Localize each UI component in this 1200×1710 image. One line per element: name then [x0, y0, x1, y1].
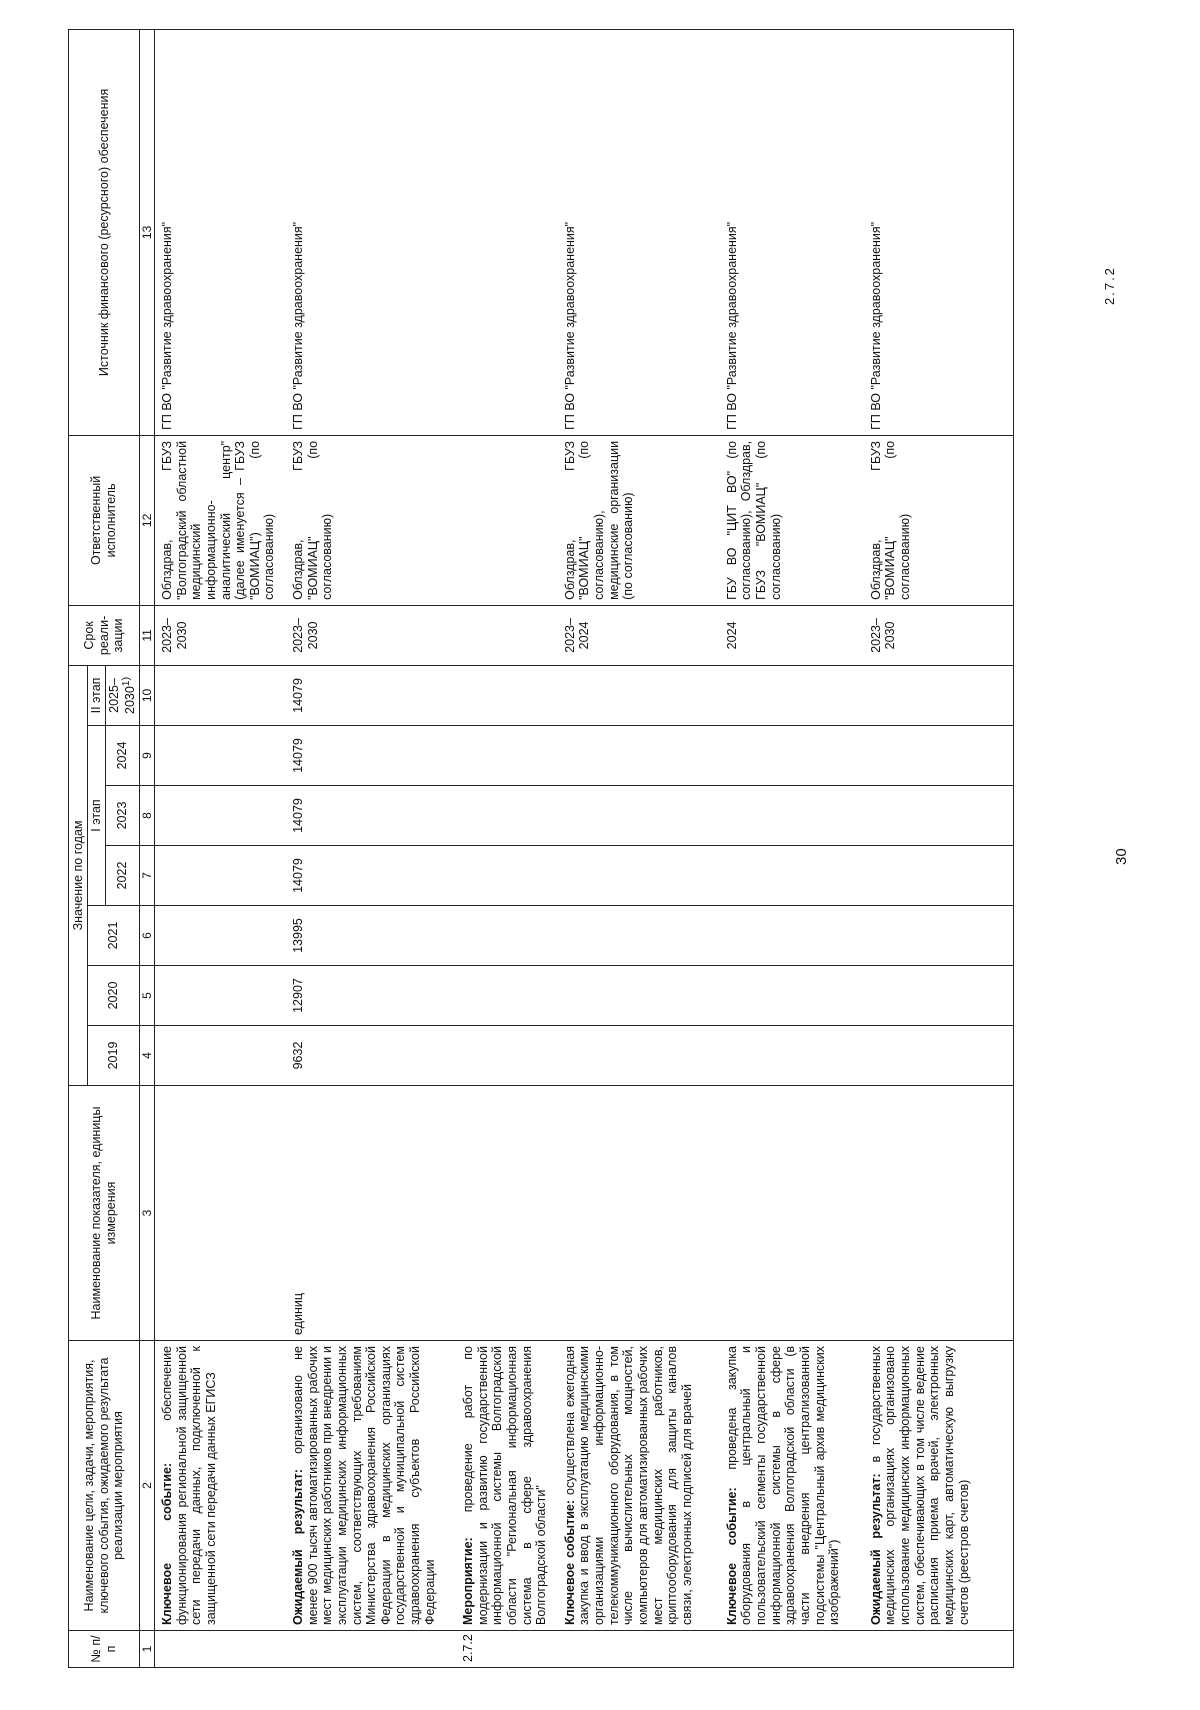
- header-2025-2030: [105, 665, 139, 725]
- header-values-by-year: Значение по годам: [69, 665, 88, 1085]
- header-source: Источник финансового (ресурсного) обеспечения: [69, 29, 140, 435]
- column-number: 5: [140, 966, 155, 1026]
- cell-value-2022: [558, 846, 720, 906]
- cell-value-2023: [720, 786, 864, 846]
- column-number: 1: [140, 1631, 155, 1668]
- header-stage-2: II этап: [88, 665, 106, 725]
- column-number: 8: [140, 786, 155, 846]
- cell-source: ГП ВО "Развитие здравоохранения": [864, 29, 1014, 435]
- row-label: Мероприятие:: [461, 1537, 476, 1625]
- cell-value-2019: [720, 1026, 864, 1086]
- cell-name: [286, 1341, 456, 1631]
- header-2020: 2020: [88, 966, 140, 1026]
- cell-value-2022: 14079: [286, 846, 456, 906]
- header-name: Наименование цели, задачи, мероприятия, ключевого события, ожидаемого результата реализации мероприятия: [69, 1341, 140, 1631]
- cell-unit: [155, 1086, 287, 1341]
- column-number: 13: [140, 29, 155, 435]
- cell-value-2024: [155, 726, 287, 786]
- row-label: Ключевое событие:: [160, 1462, 175, 1625]
- footnote-mark: 1): [121, 676, 133, 687]
- header-indicator: Наименование показателя, единицы измерения: [69, 1086, 140, 1341]
- cell-responsible: ГБУ ВО "ЦИТ ВО" (по согласованию), Облздрав, ГБУЗ "ВОМИАЦ" (по согласованию): [720, 435, 864, 605]
- column-number-row: [140, 29, 155, 1667]
- table-row: [155, 29, 287, 1667]
- cell-value-2022: [864, 846, 1014, 906]
- cell-value-2019: [155, 1026, 287, 1086]
- cell-value-2023: [864, 786, 1014, 846]
- row-label: Ключевое событие:: [562, 1500, 577, 1625]
- header-2023: 2023: [105, 786, 139, 846]
- cell-name: [720, 1341, 864, 1631]
- cell-value-2021: [456, 906, 558, 966]
- cell-value-2022: [720, 846, 864, 906]
- row-text: проведена закупка оборудования в центральный и пользовательский сегменты государственной информационной системы в сфере здравоохранения Волгоградской области (в части внедрения централизованной подсистемы "Центральный архив медицинских изображений"): [724, 1346, 842, 1625]
- cell-value-2021: 13995: [286, 906, 456, 966]
- cell-value-2019: [456, 1026, 558, 1086]
- header-2022: 2022: [105, 846, 139, 906]
- cell-source: ГП ВО "Развитие здравоохранения": [720, 29, 864, 435]
- cell-responsible: Облздрав, ГБУЗ "Волгоградский областной медицинский информационно-аналитический центр" (далее именуется – ГБУЗ "ВОМИАЦ") (по согласованию): [155, 435, 287, 605]
- header-2019: 2019: [88, 1026, 140, 1086]
- table-row: [286, 29, 456, 1667]
- cell-no: [155, 1631, 287, 1668]
- row-label: Ожидаемый результат:: [291, 1469, 306, 1625]
- cell-value-2024: [864, 726, 1014, 786]
- cell-term: 2023–2030: [155, 605, 287, 665]
- row-text: обеспечение функционирования региональной защищенной сети передачи данных, подключенной к защищенной сети передачи данных ЕГИСЗ: [160, 1346, 218, 1625]
- cell-unit: [720, 1086, 864, 1341]
- cell-responsible: Облздрав, ГБУЗ "ВОМИАЦ" (по согласованию), медицинские организации (по согласованию): [558, 435, 720, 605]
- cell-value-2021: [558, 906, 720, 966]
- cell-value-2022: [155, 846, 287, 906]
- cell-name: [558, 1341, 720, 1631]
- cell-value-2019: 9632: [286, 1026, 456, 1086]
- cell-value-2020: [456, 966, 558, 1026]
- cell-no: [720, 1631, 864, 1668]
- table-row: [864, 29, 1014, 1667]
- column-number: 12: [140, 435, 155, 605]
- cell-value-2020: [155, 966, 287, 1026]
- header-stage-1: I этап: [88, 726, 106, 906]
- cell-value-2023: [155, 786, 287, 846]
- column-number: 9: [140, 726, 155, 786]
- row-text: проведение работ по модернизации и развитию государственной информационной системы Волгоградской области "Региональная информационная система в сфере здравоохранения Волгоградской области": [461, 1346, 549, 1625]
- cell-value-2025: [558, 665, 720, 725]
- header-responsible: Ответственный исполнитель: [69, 435, 140, 605]
- row-text: осуществлена ежегодная закупка и ввод в эксплуатацию медицинскими организациями информационно-телекоммуникационного оборудования, в том числе вычислительных мощностей, компьютеров для автоматизированных рабочих мест медицинских работников, криптооборудования для защиты каналов связи, электронных подписей для врачей: [562, 1346, 694, 1625]
- cell-value-2020: [720, 966, 864, 1026]
- cell-value-2025: [864, 665, 1014, 725]
- cell-value-2019: [864, 1026, 1014, 1086]
- cell-value-2025: [456, 665, 558, 725]
- cell-value-2022: [456, 846, 558, 906]
- margin-item-number: 2.7.2: [1102, 266, 1117, 305]
- cell-no: 2.7.2: [456, 1631, 558, 1668]
- cell-no: [286, 1631, 456, 1668]
- column-number: 10: [140, 665, 155, 725]
- cell-value-2024: [720, 726, 864, 786]
- cell-value-2021: [720, 906, 864, 966]
- cell-value-2025: [155, 665, 287, 725]
- header-term: Срок реали-зации: [69, 605, 140, 665]
- cell-value-2023: [558, 786, 720, 846]
- header-no: № п/п: [69, 1631, 140, 1668]
- cell-value-2025: [720, 665, 864, 725]
- cell-responsible: [456, 435, 558, 605]
- row-label: Ключевое событие:: [724, 1487, 739, 1625]
- cell-source: ГП ВО "Развитие здравоохранения": [286, 29, 456, 435]
- cell-responsible: Облздрав, ГБУЗ "ВОМИАЦ" (по согласованию): [286, 435, 456, 605]
- table-row: [720, 29, 864, 1667]
- cell-unit: [864, 1086, 1014, 1341]
- cell-value-2021: [864, 906, 1014, 966]
- cell-name: [456, 1341, 558, 1631]
- header-2025-2030-label: 2025–2030: [106, 678, 138, 714]
- cell-no: [864, 1631, 1014, 1668]
- cell-responsible: Облздрав, ГБУЗ "ВОМИАЦ" (по согласованию): [864, 435, 1014, 605]
- row-text: в государственных медицинских организациях организовано использование медицинских информационных систем, обеспечивающих в том числе ведение расписания приема врачей, электронных медицинских карт, автоматическую выгрузку счетов (реестров счетов): [868, 1346, 971, 1625]
- cell-name: [155, 1341, 287, 1631]
- cell-value-2023: 14079: [286, 786, 456, 846]
- cell-value-2024: [456, 726, 558, 786]
- cell-value-2020: [864, 966, 1014, 1026]
- cell-unit: [558, 1086, 720, 1341]
- column-number: 4: [140, 1026, 155, 1086]
- table-row: [456, 29, 558, 1667]
- column-number: 11: [140, 605, 155, 665]
- cell-term: 2023–2030: [864, 605, 1014, 665]
- cell-term: 2023–2030: [286, 605, 456, 665]
- table-body: [155, 29, 1014, 1667]
- cell-value-2020: 12907: [286, 966, 456, 1026]
- cell-source: [456, 29, 558, 435]
- cell-value-2020: [558, 966, 720, 1026]
- column-number: 2: [140, 1341, 155, 1631]
- header-2021: 2021: [88, 906, 140, 966]
- column-number: 3: [140, 1086, 155, 1341]
- program-table: [68, 29, 1014, 1668]
- cell-unit: единиц: [286, 1086, 456, 1341]
- cell-name: [864, 1341, 1014, 1631]
- cell-value-2023: [456, 786, 558, 846]
- row-label: Ожидаемый результат:: [868, 1473, 883, 1625]
- header-2024: 2024: [105, 726, 139, 786]
- cell-no: [558, 1631, 720, 1668]
- cell-term: 2023–2024: [558, 605, 720, 665]
- cell-value-2024: 14079: [286, 726, 456, 786]
- cell-value-2024: [558, 726, 720, 786]
- column-number: 6: [140, 906, 155, 966]
- table-row: [558, 29, 720, 1667]
- cell-value-2021: [155, 906, 287, 966]
- column-number: 7: [140, 846, 155, 906]
- cell-source: ГП ВО "Развитие здравоохранения": [155, 29, 287, 435]
- page-number: 30: [1113, 848, 1130, 865]
- cell-term: [456, 605, 558, 665]
- cell-term: 2024: [720, 605, 864, 665]
- row-text: организовано не менее 900 тысяч автоматизированных рабочих мест медицинских работников при внедрении и эксплуатации медицинских информационных систем, соответствующих требованиям Министерства здравоохранения Российской Федерации в медицинских организациях государственной и муниципальной систем здравоохранения субъектов Российской Федерации: [291, 1346, 437, 1625]
- cell-source: ГП ВО "Развитие здравоохранения": [558, 29, 720, 435]
- cell-unit: [456, 1086, 558, 1341]
- cell-value-2025: 14079: [286, 665, 456, 725]
- cell-value-2019: [558, 1026, 720, 1086]
